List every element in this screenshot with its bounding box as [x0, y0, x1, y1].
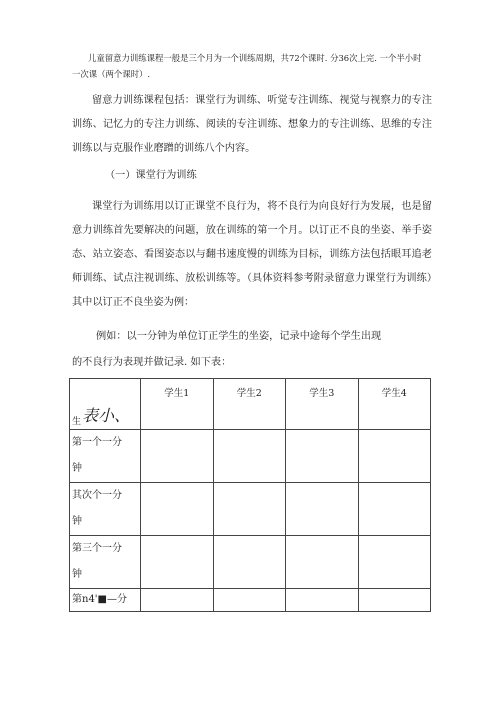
row-label-cell: [70, 536, 141, 589]
row-label-line: 其次个一分: [72, 490, 122, 501]
corner-label-small: 生: [72, 417, 82, 427]
table-cell: [286, 589, 359, 612]
column-header-cell: [358, 379, 431, 430]
row-label-line: 钟: [72, 569, 82, 580]
column-header-student-4: 学生4: [381, 388, 407, 399]
table-header-row: [70, 379, 431, 430]
column-header-student-1: 学生1: [164, 388, 190, 399]
column-header-cell: [286, 379, 359, 430]
table-cell: [141, 536, 214, 589]
table-row: [70, 430, 431, 483]
paragraph-course-contents: 留意力训练课程包括：课堂行为训练、听觉专注训练、视觉与视察力的专注训练、记忆力的专注力训练、阅读的专注训练、想象力的专注训练、思维的专注训练以与克服作业磨蹭的训练八个内容。: [72, 95, 432, 154]
paragraph-classroom-behavior: 课堂行为训练用以订正课堂不良行为，将不良行为向良好行为发展，也是留意力训练首先要解决的问题，放在训练的第一个月。以订正不良的坐姿、举手姿态、站立姿态、看图姿态以与翻书速度慢的训练为目标，训练方法包括眼耳追老师训练、试点注视训练、放松训练等。（具体资料参考附录留意力课堂行为训练）其中以订正不良坐姿为例：: [72, 201, 432, 308]
row-label-line: 第三个一分: [72, 543, 122, 554]
section-heading: （一）课堂行为训练: [105, 170, 197, 181]
table-cell: [213, 536, 286, 589]
table-cell: [358, 483, 431, 536]
example-line-1: 例如：以一分钟为单位订正学生的坐姿，记录中途每个学生出现: [96, 331, 382, 342]
table-cell: [286, 483, 359, 536]
table-cell: [141, 430, 214, 483]
row-label-line: 第一个一分: [72, 437, 122, 448]
table-cell: [141, 589, 214, 612]
table-row: [70, 536, 431, 589]
table-cell: [141, 483, 214, 536]
posture-record-table: [69, 378, 431, 612]
row-label-line: 钟: [72, 516, 82, 527]
table-cell: [358, 536, 431, 589]
table-corner-cell: [70, 379, 141, 430]
intro-line-1: 儿童留意力训练课程一般是三个月为一个训练周期，共72个课时. 分36次上完. 一个半小时: [88, 53, 422, 63]
table-cell: [286, 430, 359, 483]
column-header-student-3: 学生3: [309, 388, 335, 399]
table-cell: [358, 430, 431, 483]
row-label-line: 第n4'■—分: [72, 594, 127, 605]
table-cell: [213, 589, 286, 612]
table-row: [70, 589, 431, 612]
row-label-line: 钟: [72, 463, 82, 474]
column-header-cell: [213, 379, 286, 430]
column-header-student-2: 学生2: [236, 388, 262, 399]
column-header-cell: [141, 379, 214, 430]
row-label-cell: [70, 430, 141, 483]
intro-line-2: 一次课（两个课时）.: [72, 69, 151, 79]
row-label-cell: [70, 483, 141, 536]
table-cell: [286, 536, 359, 589]
example-line-2: 的不良行为表现并做记录. 如下表：: [72, 357, 232, 368]
corner-label-large: 表小、: [82, 406, 131, 425]
table-row: [70, 483, 431, 536]
row-label-cell: [70, 589, 141, 612]
table-cell: [213, 483, 286, 536]
table-cell: [358, 589, 431, 612]
table-cell: [213, 430, 286, 483]
